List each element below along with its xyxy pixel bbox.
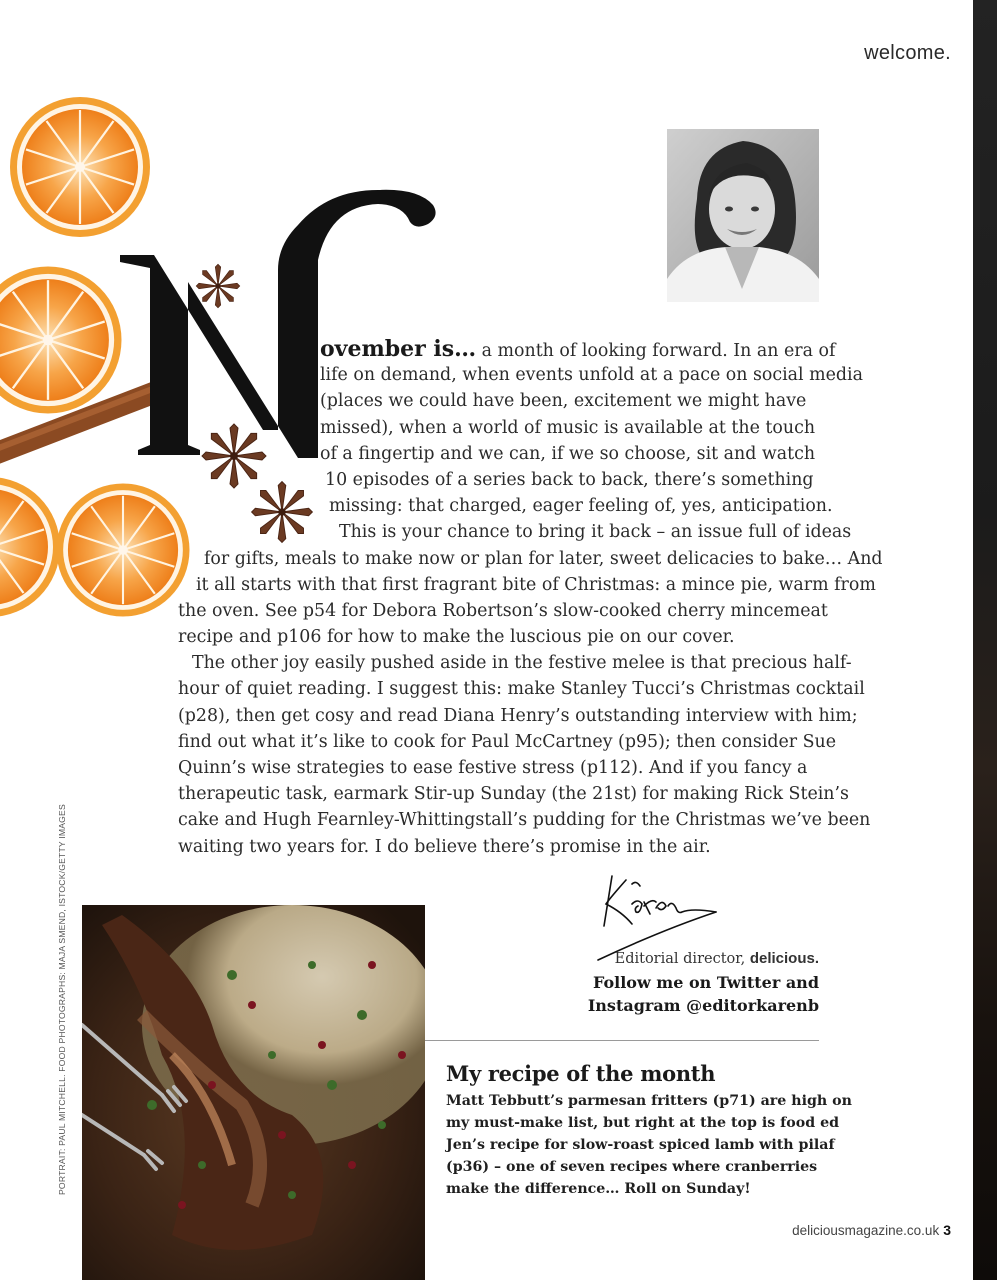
- intro-line: a month of looking forward. In an era of: [476, 341, 836, 361]
- intro-line: hour of quiet reading. I suggest this: make Stanley Tucci’s Christmas cocktail: [178, 679, 865, 700]
- intro-line: recipe and p106 for how to make the luscious pie on our cover.: [178, 627, 735, 648]
- intro-line: cake and Hugh Fearnley-Whittingstall’s pudding for the Christmas we’ve been: [178, 810, 871, 831]
- intro-line: missed), when a world of music is available at the touch: [320, 417, 816, 438]
- recipe-line: (p36) – one of seven recipes where cranberries: [446, 1159, 818, 1175]
- divider-rule: [425, 1040, 819, 1041]
- intro-line: of a fingertip and we can, if we so choose, sit and watch: [320, 443, 816, 464]
- photo-credit: PORTRAIT: PAUL MITCHELL. FOOD PHOTOGRAPHS: MAJA SMEND, ISTOCK/GETTY IMAGES: [57, 804, 67, 1195]
- page-number: 3: [943, 1222, 951, 1238]
- intro-line: life on demand, when events unfold at a pace on social media: [320, 365, 863, 386]
- follow-line-2: Instagram @editorkarenb: [587, 996, 819, 1015]
- intro-line: (p28), then get cosy and read Diana Henry’s outstanding interview with him;: [178, 705, 858, 726]
- intro-line: therapeutic task, earmark Stir-up Sunday (the 21st) for making Rick Stein’s: [178, 784, 849, 805]
- signoff: [588, 950, 819, 1017]
- editor-role: [588, 950, 819, 967]
- intro-line: the oven. See p54 for Debora Robertson’s slow-cooked cherry mincemeat: [178, 600, 828, 621]
- recipe-title: My recipe of the month: [446, 1061, 716, 1086]
- intro-line: The other joy easily pushed aside in the festive melee is that precious half-: [192, 653, 852, 674]
- drop-cap-letter: N: [98, 150, 99, 151]
- intro-line: 10 episodes of a series back to back, there’s something: [325, 469, 814, 490]
- intro-line: (places we could have been, excitement we might have: [320, 391, 807, 412]
- recipe-line: Jen’s recipe for slow-roast spiced lamb with pilaf: [446, 1137, 835, 1153]
- page-footer: [792, 1222, 951, 1238]
- intro-line: This is your chance to bring it back – an issue full of ideas: [339, 522, 852, 543]
- recipe-of-month: [446, 1061, 852, 1200]
- intro-line: waiting two years for. I do believe there’s promise in the air.: [178, 836, 711, 857]
- intro-line: it all starts with that first fragrant bite of Christmas: a mince pie, warm from: [196, 574, 876, 595]
- intro-line: for gifts, meals to make now or plan for later, sweet delicacies to bake… And: [204, 548, 883, 569]
- intro-line: find out what it’s like to cook for Paul McCartney (p95); then consider Sue: [178, 731, 837, 752]
- editor-portrait: [667, 129, 819, 302]
- intro-line: Quinn’s wise strategies to ease festive stress (p112). And if you fancy a: [178, 758, 808, 778]
- recipe-line: my must-make list, but right at the top is food ed: [446, 1115, 840, 1131]
- section-label: welcome.: [864, 42, 951, 64]
- site-url: deliciousmagazine.co.uk: [792, 1223, 940, 1238]
- intro-line: missing: that charged, eager feeling of, yes, anticipation.: [329, 496, 833, 517]
- page-edge-strip: [973, 0, 997, 1280]
- editor-role-text: Editorial director,: [614, 951, 750, 967]
- recipe-text: [446, 1090, 852, 1200]
- food-photograph: [82, 905, 425, 1280]
- intro-lead-in: ovember is…: [320, 336, 477, 362]
- brand-name: delicious.: [749, 950, 819, 967]
- recipe-line: Matt Tebbutt’s parmesan fritters (p71) are high on: [446, 1093, 852, 1109]
- recipe-line: make the difference… Roll on Sunday!: [446, 1181, 751, 1197]
- intro-body: [0, 336, 883, 860]
- follow-line-1: Follow me on Twitter and: [592, 973, 819, 992]
